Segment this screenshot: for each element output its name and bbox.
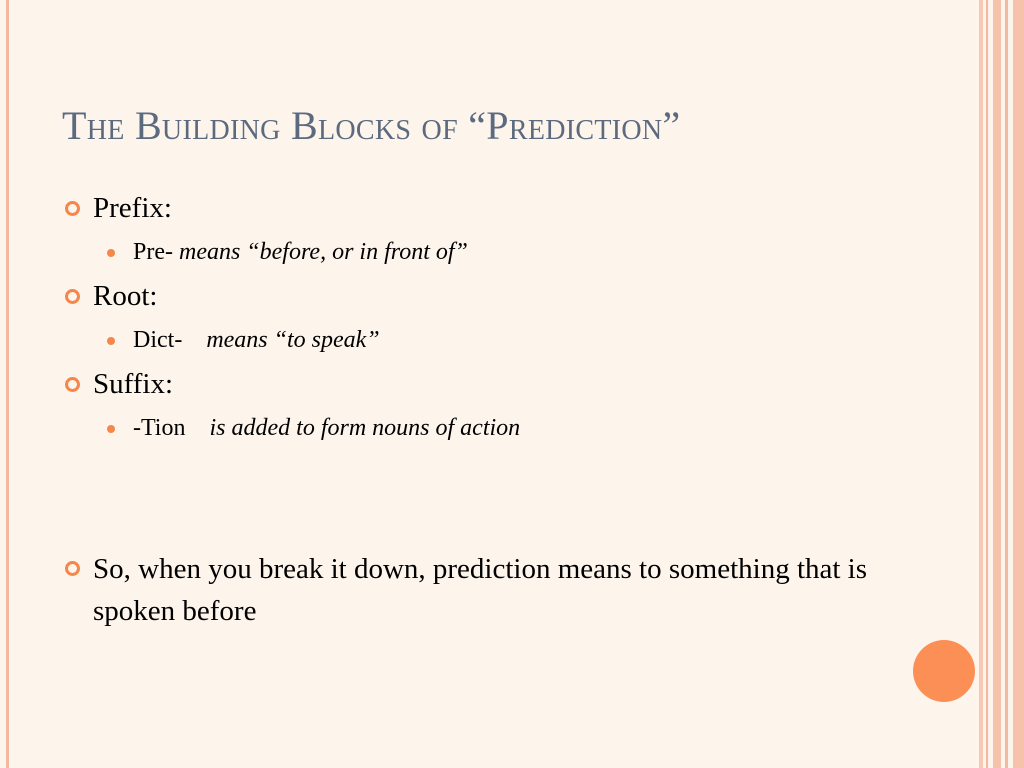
sub-bullet-prefix: [62, 234, 942, 270]
hollow-circle-bullet-icon: [65, 201, 80, 216]
gap: [185, 415, 209, 441]
term: -Tion: [133, 415, 186, 441]
summary-text: So, when you break it down, prediction means to something that is spoken before: [93, 553, 868, 627]
right-stripe-decoration: [993, 0, 1001, 768]
right-stripe-decoration: [1013, 0, 1024, 768]
section-heading: Prefix:: [93, 192, 172, 224]
bullet-root: [62, 276, 942, 316]
spacer: [62, 452, 942, 548]
term: Pre-: [133, 239, 173, 265]
bullet-prefix: [62, 188, 942, 228]
slide-content: [62, 188, 942, 632]
sub-bullet-suffix: [62, 410, 942, 446]
hollow-circle-bullet-icon: [65, 561, 80, 576]
right-stripe-decoration: [986, 0, 988, 768]
definition: means “to speak”: [206, 327, 380, 353]
filled-dot-bullet-icon: [107, 425, 115, 433]
left-border-decoration: [6, 0, 9, 768]
section-heading: Root:: [93, 280, 158, 312]
bullet-summary: [62, 548, 942, 632]
section-heading: Suffix:: [93, 368, 174, 400]
slide-title: The Building Blocks of “Prediction”: [62, 103, 681, 148]
definition: means “before, or in front of”: [178, 239, 468, 265]
hollow-circle-bullet-icon: [65, 377, 80, 392]
right-stripe-decoration: [1005, 0, 1008, 768]
filled-dot-bullet-icon: [107, 337, 115, 345]
right-stripe-decoration: [979, 0, 983, 768]
definition: is added to form nouns of action: [209, 415, 521, 441]
term: Dict-: [133, 327, 183, 353]
sub-bullet-root: [62, 322, 942, 358]
orange-circle-decoration: [913, 640, 975, 702]
gap: [182, 327, 206, 353]
bullet-suffix: [62, 364, 942, 404]
hollow-circle-bullet-icon: [65, 289, 80, 304]
filled-dot-bullet-icon: [107, 249, 115, 257]
